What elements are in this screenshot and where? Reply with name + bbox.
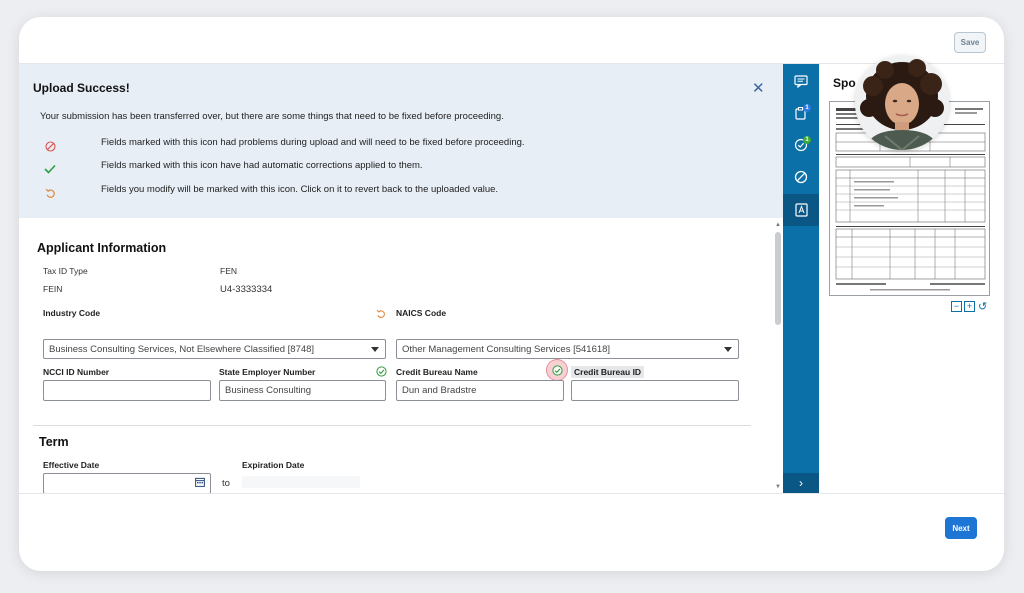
content-scrollbar[interactable] [774, 222, 782, 492]
state-employer-input[interactable]: Business Consulting [219, 380, 386, 401]
banner-message: Your submission has been transferred over, but there are some things that need to be fixed before proceeding. [40, 111, 504, 122]
legend-text-modified: Fields you modify will be marked with this icon. Click on it to revert back to the uploaded value. [101, 184, 499, 195]
term-section-title: Term [39, 435, 69, 449]
section-divider [33, 425, 751, 426]
credit-bureau-name-input[interactable]: Dun and Bradstre [396, 380, 564, 401]
chevron-down-icon [371, 347, 379, 352]
rail-document-button[interactable] [783, 194, 819, 226]
rail-comments-button[interactable] [783, 66, 819, 96]
naics-code-label: NAICS Code [396, 308, 447, 318]
close-icon[interactable]: ✕ [752, 80, 765, 97]
tax-id-type-value: FEN [220, 266, 237, 276]
applicant-section-title: Applicant Information [37, 241, 167, 255]
next-button[interactable]: Next [945, 517, 977, 539]
naics-code-value: Other Management Consulting Services [541618] [402, 343, 611, 355]
checkmark-circle-icon[interactable] [546, 359, 568, 381]
rail-corrections-button[interactable] [783, 130, 819, 160]
top-toolbar [19, 17, 1004, 64]
scroll-thumb[interactable] [775, 232, 781, 325]
credit-bureau-name-label: Credit Bureau Name [396, 367, 478, 377]
revert-icon [43, 186, 57, 200]
pdf-document-icon [795, 203, 808, 217]
state-employer-label: State Employer Number [219, 367, 316, 377]
banner-title: Upload Success! [33, 81, 130, 95]
industry-code-select[interactable] [43, 339, 386, 359]
credit-bureau-id-label: Credit Bureau ID [571, 366, 644, 378]
credit-bureau-id-input[interactable] [571, 380, 739, 401]
scroll-up-icon[interactable]: ▲ [775, 222, 781, 228]
industry-code-label: Industry Code [43, 308, 101, 318]
expiration-date-label: Expiration Date [242, 460, 305, 470]
zoom-out-button[interactable]: − [951, 301, 962, 312]
prohibited-icon [43, 139, 57, 153]
effective-date-label: Effective Date [43, 460, 100, 470]
fein-value: U4-3333334 [220, 284, 273, 295]
user-photo [855, 56, 949, 150]
legend-text-corrected: Fields marked with this icon have had automatic corrections applied to them. [101, 160, 423, 171]
rail-errors-button[interactable] [783, 162, 819, 192]
naics-code-select[interactable] [396, 339, 739, 359]
form-content [19, 64, 783, 493]
legend-text-error: Fields marked with this icon had problems during upload and will need to be fixed before proceeding. [101, 137, 525, 148]
fein-label: FEIN [43, 284, 63, 294]
tax-id-type-label: Tax ID Type [43, 266, 88, 276]
save-button[interactable]: Save [954, 32, 986, 53]
avatar [855, 56, 949, 150]
zoom-in-button[interactable]: + [964, 301, 975, 312]
rail-clipboard-button[interactable] [783, 98, 819, 128]
scroll-down-icon[interactable]: ▼ [775, 484, 781, 490]
rail-badge-count: 1 [803, 136, 811, 144]
chevron-right-icon[interactable]: › [783, 473, 819, 493]
chevron-down-icon [724, 347, 732, 352]
zoom-controls [951, 300, 987, 313]
calendar-icon[interactable] [195, 477, 205, 490]
preview-title: Spo [833, 76, 856, 90]
side-rail [783, 64, 819, 493]
rail-badge-count: 1 [803, 104, 811, 112]
bottom-toolbar [19, 493, 1004, 571]
prohibited-icon [794, 170, 808, 184]
industry-code-value: Business Consulting Services, Not Elsewhere Classified [8748] [49, 343, 315, 355]
effective-date-input[interactable] [43, 473, 211, 493]
ncci-id-label: NCCI ID Number [43, 367, 110, 377]
revert-icon[interactable] [376, 306, 386, 324]
chat-icon [794, 75, 808, 88]
upload-success-banner [19, 64, 783, 218]
to-label: to [222, 478, 230, 489]
ncci-id-input[interactable] [43, 380, 211, 401]
expiration-date-value [242, 476, 360, 488]
reset-zoom-icon[interactable]: ↺ [978, 301, 988, 313]
checkmark-icon [43, 162, 57, 176]
